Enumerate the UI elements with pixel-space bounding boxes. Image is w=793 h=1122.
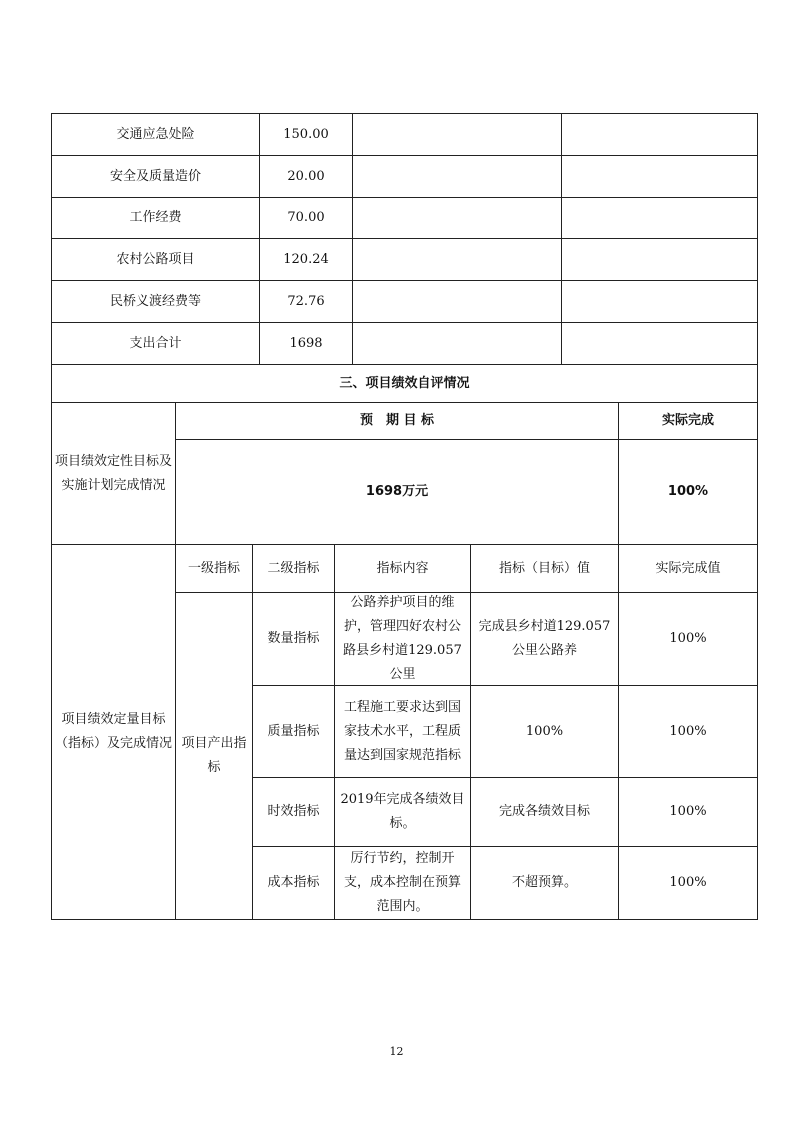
expense-amount: 20.00: [259, 155, 353, 198]
indicator-target: 100%: [470, 685, 619, 778]
indicator-content: 2019年完成各绩效目标。: [334, 777, 471, 847]
expense-name: 工作经费: [51, 197, 260, 239]
quantitative-label: 项目绩效定量目标（指标）及完成情况: [51, 544, 176, 920]
empty-cell: [352, 197, 562, 239]
expense-amount: 120.24: [259, 238, 353, 281]
empty-cell: [352, 322, 562, 365]
indicator-level2: 数量指标: [252, 592, 335, 686]
indicator-target: 不超预算。: [470, 846, 619, 920]
indicator-actual: 100%: [618, 777, 758, 847]
indicator-target: 完成县乡村道129.057公里公路养: [470, 592, 619, 686]
section-title: 三、项目绩效自评情况: [51, 364, 758, 403]
indicator-level2: 质量指标: [252, 685, 335, 778]
expense-amount: 72.76: [259, 280, 353, 323]
indicator-actual: 100%: [618, 685, 758, 778]
column-header: 二级指标: [252, 544, 335, 593]
qualitative-label: 项目绩效定性目标及实施计划完成情况: [51, 402, 176, 545]
empty-cell: [561, 155, 758, 198]
expense-name: 交通应急处险: [51, 113, 260, 156]
empty-cell: [561, 322, 758, 365]
empty-cell: [561, 197, 758, 239]
empty-cell: [561, 280, 758, 323]
expense-name: 安全及质量造价: [51, 155, 260, 198]
expected-value: 1698万元: [175, 439, 619, 545]
expense-name: 农村公路项目: [51, 238, 260, 281]
column-header: 一级指标: [175, 544, 253, 593]
indicator-actual: 100%: [618, 592, 758, 686]
expense-name: 民桥义渡经费等: [51, 280, 260, 323]
empty-cell: [352, 280, 562, 323]
expense-amount: 1698: [259, 322, 353, 365]
empty-cell: [352, 238, 562, 281]
expense-amount: 70.00: [259, 197, 353, 239]
indicator-level2: 成本指标: [252, 846, 335, 920]
expense-amount: 150.00: [259, 113, 353, 156]
expected-header: 预 期 目 标: [175, 402, 619, 440]
indicator-actual: 100%: [618, 846, 758, 920]
indicator-content: 工程施工要求达到国家技术水平，工程质量达到国家规范指标: [334, 685, 471, 778]
empty-cell: [561, 238, 758, 281]
indicator-content: 厉行节约，控制开支，成本控制在预算范围内。: [334, 846, 471, 920]
empty-cell: [352, 155, 562, 198]
indicator-content: 公路养护项目的维护，管理四好农村公路县乡村道129.057公里: [334, 592, 471, 686]
expense-name: 支出合计: [51, 322, 260, 365]
column-header: 指标（目标）值: [470, 544, 619, 593]
page-number: 12: [389, 1045, 404, 1058]
column-header: 实际完成值: [618, 544, 758, 593]
actual-header: 实际完成: [618, 402, 758, 440]
indicator-target: 完成各绩效目标: [470, 777, 619, 847]
indicator-level2: 时效指标: [252, 777, 335, 847]
level1-indicator: 项目产出指标: [175, 592, 253, 920]
actual-value: 100%: [618, 439, 758, 545]
column-header: 指标内容: [334, 544, 471, 593]
empty-cell: [561, 113, 758, 156]
empty-cell: [352, 113, 562, 156]
